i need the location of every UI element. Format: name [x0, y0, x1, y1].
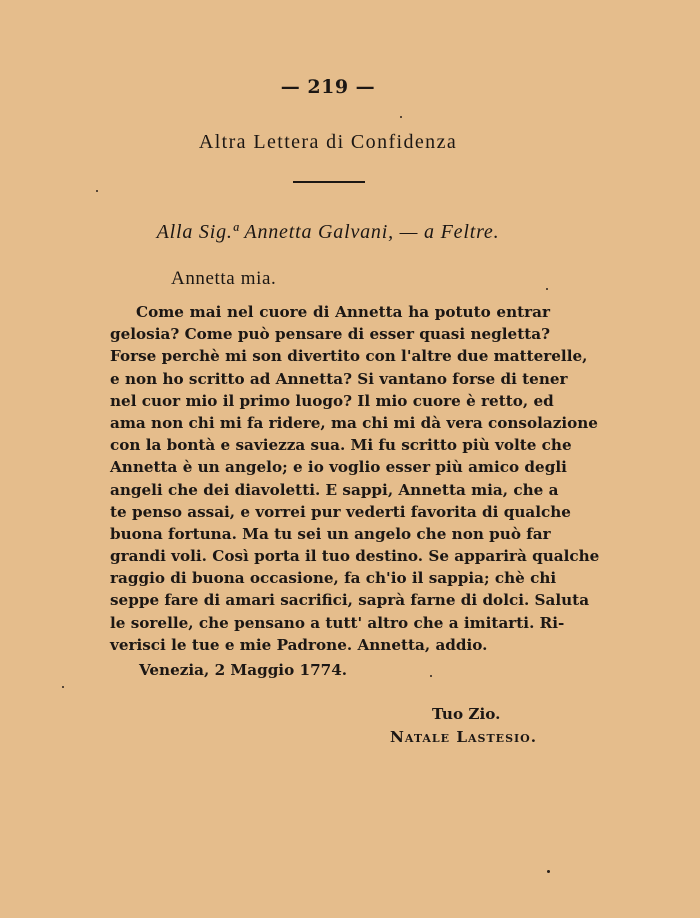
body-line: con la bontà e saviezza sua. Mi fu scritto più volte che — [110, 436, 572, 455]
letter-body — [110, 301, 600, 656]
letter-title: Altra Lettera di Confidenza — [198, 131, 458, 153]
scan-speck — [546, 288, 548, 290]
body-line: nel cuor mio il primo luogo? Il mio cuore è retto, ed — [110, 391, 554, 410]
body-line: le sorelle, che pensano a tutt' altro che a imitarti. Ri- — [110, 613, 565, 632]
salutation: Annetta mia. — [171, 268, 277, 289]
title-divider — [293, 181, 365, 183]
closing: Tuo Zio. — [432, 705, 501, 723]
scan-speck — [547, 870, 550, 873]
addressee-line: Alla Sig.ª Annetta Galvani, — a Feltre. — [156, 221, 500, 243]
body-line: Annetta è un angelo; e io voglio esser più amico degli — [110, 458, 567, 477]
dateline: Venezia, 2 Maggio 1774. — [139, 661, 348, 679]
body-line: seppe fare di amari sacrifici, saprà farne di dolci. Saluta — [110, 591, 590, 610]
scan-speck — [400, 116, 402, 118]
page-number: — 219 — — [280, 76, 376, 98]
body-line: verisci le tue e mie Padrone. Annetta, addio. — [110, 635, 488, 654]
scan-speck — [430, 675, 432, 677]
body-line: buona fortuna. Ma tu sei un angelo che non può far — [110, 524, 551, 543]
body-line: grandi voli. Così porta il tuo destino. Se apparirà qualche — [110, 547, 600, 566]
body-line: te penso assai, e vorrei pur vederti favorita di qualche — [110, 502, 571, 521]
scan-speck — [96, 190, 98, 192]
signature: Natale Lastesio. — [390, 728, 538, 746]
body-line: e non ho scritto ad Annetta? Si vantano forse di tener — [110, 369, 568, 388]
body-line: Come mai nel cuore di Annetta ha potuto entrar — [136, 303, 550, 321]
scan-speck — [62, 686, 64, 688]
body-line: raggio di buona occasione, fa ch'io il sappia; chè chi — [110, 569, 557, 588]
body-line: gelosia? Come può pensare di esser quasi negletta? — [110, 325, 550, 344]
body-line: Forse perchè mi son divertito con l'altre due matterelle, — [110, 347, 588, 366]
body-line: ama non chi mi fa ridere, ma chi mi dà vera consolazione — [110, 413, 598, 432]
body-line: angeli che dei diavoletti. E sappi, Annetta mia, che a — [110, 480, 559, 499]
